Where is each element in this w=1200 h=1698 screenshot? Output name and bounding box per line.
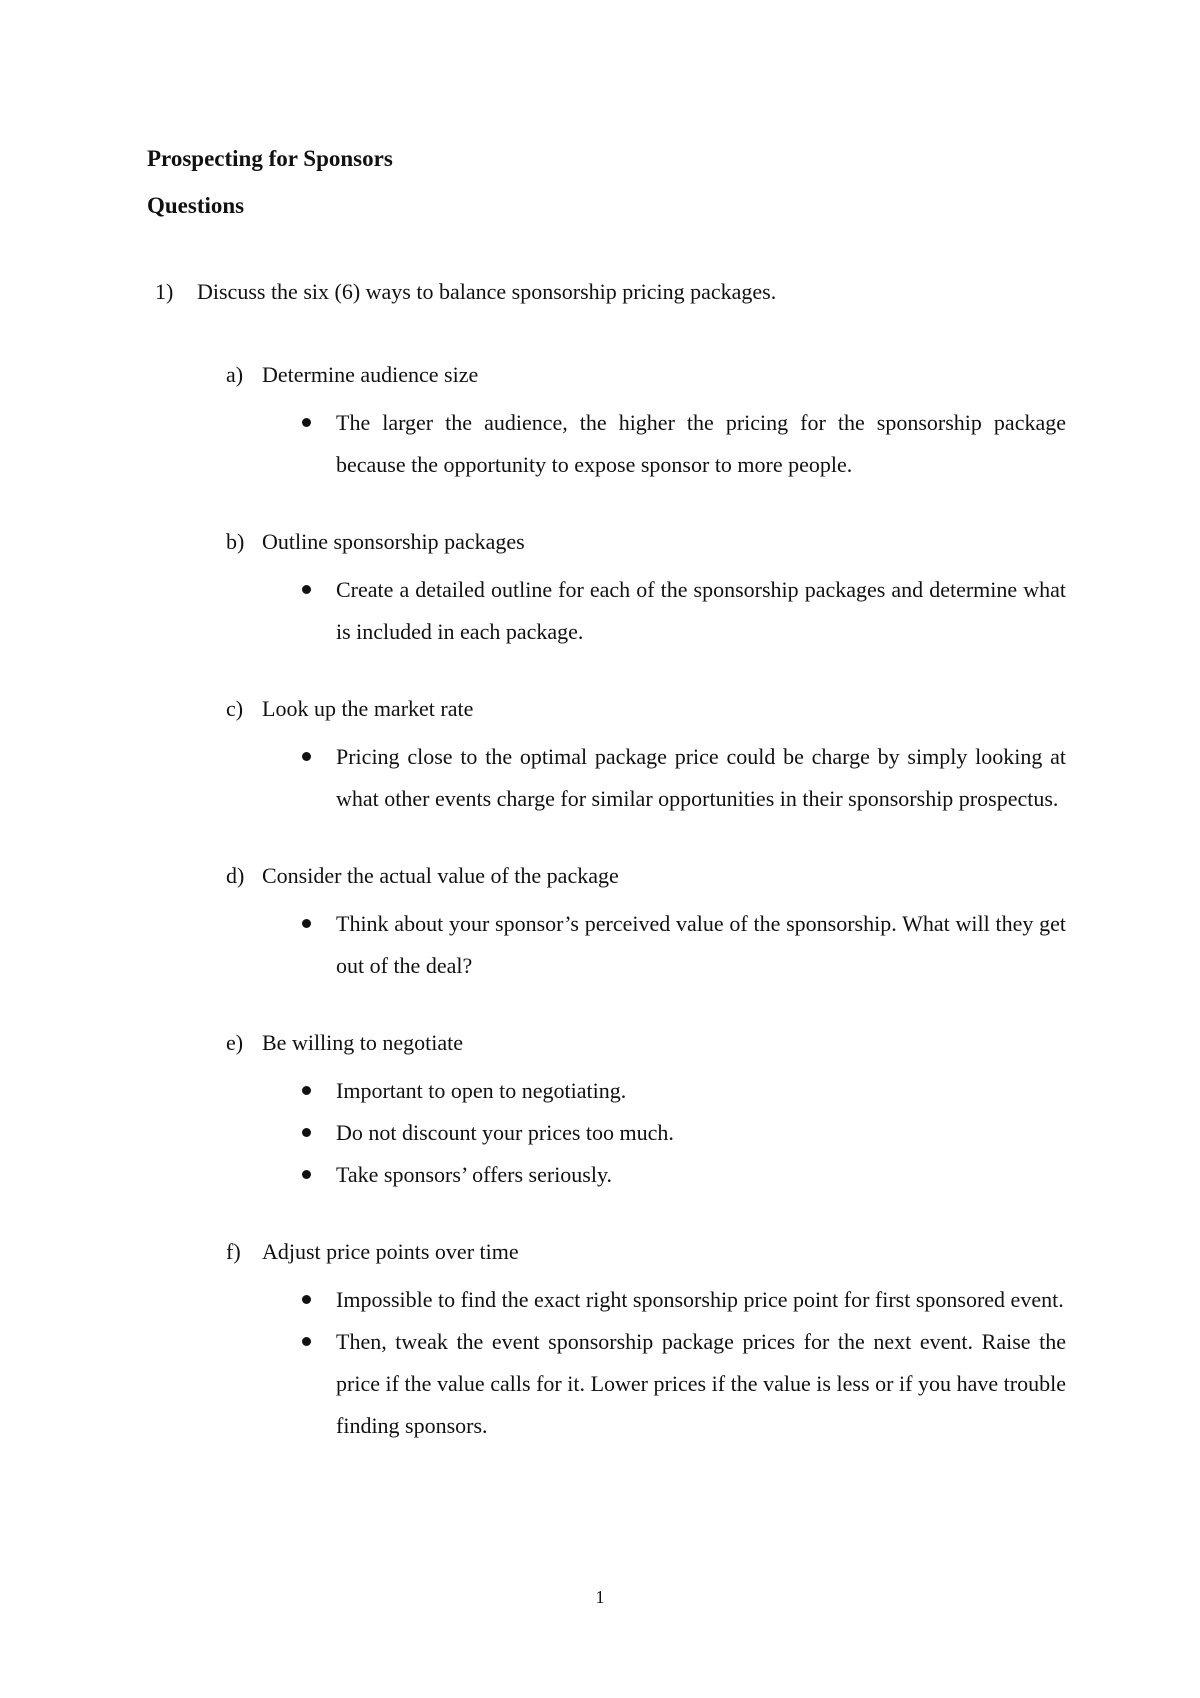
item-heading bbox=[226, 861, 1066, 891]
bullet-point: Impossible to find the exact right sponsorship price point for first sponsored event. bbox=[336, 1279, 1066, 1321]
item-label: Outline sponsorship packages bbox=[262, 529, 525, 554]
item-letter: f) bbox=[226, 1239, 241, 1264]
item-heading bbox=[226, 694, 1066, 724]
item-letter: d) bbox=[226, 863, 245, 888]
item-label: Look up the market rate bbox=[262, 696, 474, 721]
list-item bbox=[226, 1237, 1066, 1447]
item-heading bbox=[226, 1237, 1066, 1267]
item-label: Adjust price points over time bbox=[262, 1239, 519, 1264]
bullet-point: Take sponsors’ offers seriously. bbox=[336, 1154, 1066, 1196]
bullet-list bbox=[226, 402, 1066, 486]
list-item bbox=[226, 360, 1066, 486]
bullet-point: Think about your sponsor’s perceived value of the sponsorship. What will they get out of the deal? bbox=[336, 903, 1066, 987]
answer-list bbox=[226, 360, 1066, 1488]
list-item bbox=[226, 1028, 1066, 1196]
item-letter: c) bbox=[226, 696, 244, 721]
question-number: 1) bbox=[155, 279, 174, 304]
item-label: Be willing to negotiate bbox=[262, 1030, 464, 1055]
bullet-list bbox=[226, 1070, 1066, 1196]
item-label: Determine audience size bbox=[262, 362, 479, 387]
bullet-point: Pricing close to the optimal package price could be charge by simply looking at what other events charge for similar opportunities in their sponsorship prospectus. bbox=[336, 736, 1066, 820]
item-letter: e) bbox=[226, 1030, 244, 1055]
list-item bbox=[226, 527, 1066, 653]
list-item bbox=[226, 861, 1066, 987]
item-heading bbox=[226, 1028, 1066, 1058]
bullet-list bbox=[226, 903, 1066, 987]
bullet-point: The larger the audience, the higher the pricing for the sponsorship package because the opportunity to expose sponsor to more people. bbox=[336, 402, 1066, 486]
item-letter: a) bbox=[226, 362, 244, 387]
bullet-point: Do not discount your prices too much. bbox=[336, 1112, 1066, 1154]
document-subtitle: Questions bbox=[147, 193, 245, 218]
item-label: Consider the actual value of the package bbox=[262, 863, 619, 888]
list-item bbox=[226, 694, 1066, 820]
item-letter: b) bbox=[226, 529, 245, 554]
bullet-point: Then, tweak the event sponsorship package prices for the next event. Raise the price if the value calls for it. Lower prices if the value is less or if you have trouble finding sponsors. bbox=[336, 1321, 1066, 1447]
bullet-list bbox=[226, 1279, 1066, 1447]
page-number: 1 bbox=[595, 1587, 605, 1607]
bullet-list bbox=[226, 569, 1066, 653]
bullet-list bbox=[226, 736, 1066, 820]
item-heading bbox=[226, 527, 1066, 557]
bullet-point: Important to open to negotiating. bbox=[336, 1070, 1066, 1112]
question-1 bbox=[155, 277, 776, 307]
bullet-point: Create a detailed outline for each of the sponsorship packages and determine what is included in each package. bbox=[336, 569, 1066, 653]
document-title: Prospecting for Sponsors bbox=[147, 146, 393, 171]
item-heading bbox=[226, 360, 1066, 390]
question-text: Discuss the six (6) ways to balance sponsorship pricing packages. bbox=[197, 279, 777, 304]
